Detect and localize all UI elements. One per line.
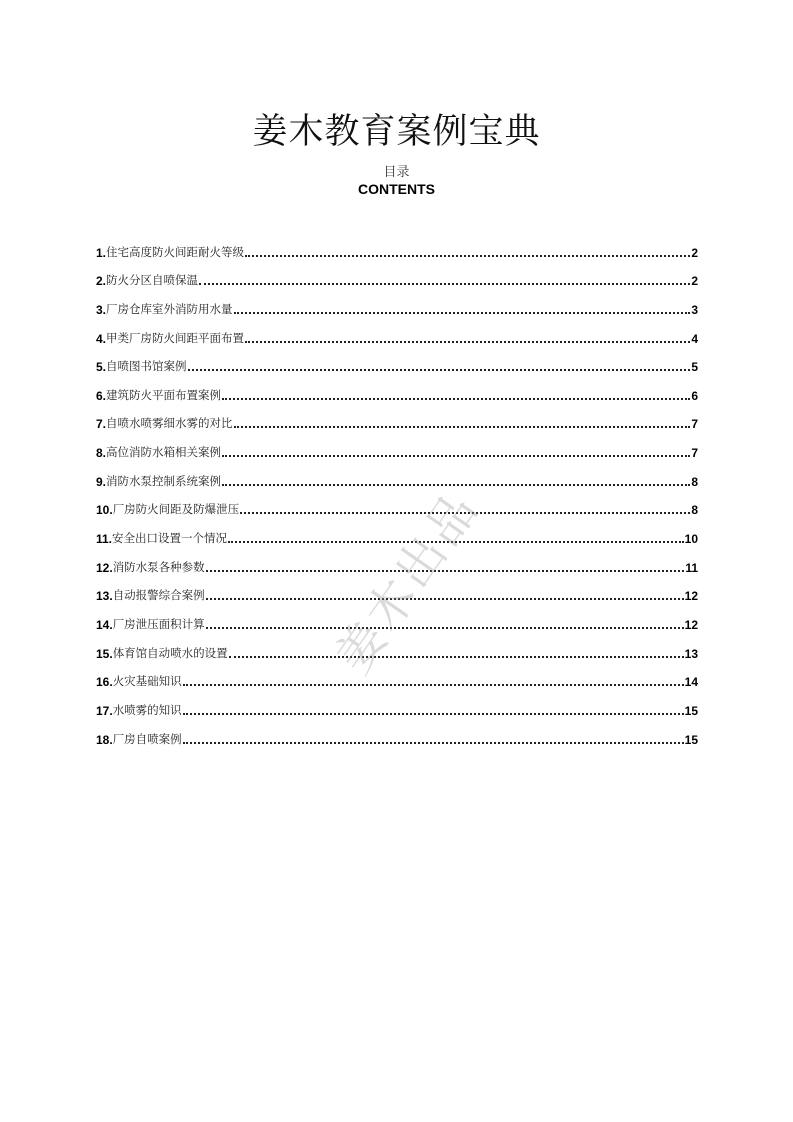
toc-entry-number: 5. [96, 360, 107, 375]
toc-entry[interactable] [96, 288, 698, 317]
toc-entry-label: 厂房防火间距及防爆泄压 [112, 502, 240, 517]
toc-entry[interactable] [96, 718, 698, 747]
toc-entry-label: 厂房泄压面积计算 [112, 616, 205, 631]
toc-entry-number: 2. [96, 274, 107, 289]
toc-entry-page: 14 [684, 675, 698, 690]
contents-heading: CONTENTS [358, 181, 435, 197]
dot-leader [188, 369, 691, 371]
toc-entry-number: 14. [96, 617, 113, 632]
toc-entry-label: 自喷图书馆案例 [106, 359, 187, 374]
dot-leader [222, 398, 690, 400]
toc-entry-label: 自喷水喷雾细水雾的对比 [106, 416, 233, 431]
toc-entry-number: 8. [96, 446, 107, 461]
toc-entry-number: 4. [96, 331, 107, 346]
document-title: 姜木教育案例宝典 [252, 112, 541, 152]
toc-entry[interactable] [96, 689, 698, 718]
toc-entry[interactable] [96, 603, 698, 632]
toc-entry-label: 火灾基础知识 [112, 674, 182, 689]
table-of-contents [96, 231, 698, 747]
dot-leader [183, 713, 684, 715]
toc-subtitle: 目录 [383, 165, 410, 180]
toc-entry[interactable] [96, 403, 698, 432]
toc-entry-label: 自动报警综合案例 [112, 588, 205, 603]
toc-entry[interactable] [96, 517, 698, 546]
toc-entry-page: 11 [685, 560, 698, 575]
toc-entry-number: 10. [96, 503, 113, 518]
toc-entry-label: 消防水泵各种参数 [112, 559, 205, 574]
toc-entry-page: 13 [684, 646, 698, 661]
dot-leader [183, 684, 684, 686]
toc-entry[interactable] [96, 231, 698, 260]
toc-entry-label: 高位消防水箱相关案例 [106, 445, 222, 460]
toc-entry-page: 6 [691, 388, 698, 403]
toc-entry-label: 安全出口设置一个情况 [112, 531, 228, 546]
dot-leader [234, 312, 691, 314]
toc-entry-page: 12 [684, 617, 698, 632]
toc-entry-number: 9. [96, 474, 107, 489]
toc-entry-page: 8 [691, 474, 698, 489]
toc-entry-number: 13. [96, 589, 113, 604]
toc-entry-page: 7 [691, 417, 698, 432]
toc-entry-page: 5 [691, 360, 698, 375]
toc-entry-page: 15 [684, 703, 698, 718]
dot-leader [234, 426, 691, 428]
toc-entry-page: 7 [691, 446, 698, 461]
watermark: 姜木出品 [325, 480, 491, 684]
toc-entry-page: 8 [691, 503, 698, 518]
toc-entry[interactable] [96, 317, 698, 346]
toc-entry-label: 消防水泵控制系统案例 [106, 473, 222, 488]
toc-entry-label: 甲类厂房防火间距平面布置 [106, 330, 245, 345]
toc-entry-label: 住宅高度防火间距耐火等级 [106, 244, 245, 259]
toc-entry[interactable] [96, 489, 698, 518]
toc-entry[interactable] [96, 460, 698, 489]
dot-leader [229, 656, 684, 658]
toc-entry-number: 11. [96, 532, 113, 547]
dot-leader [245, 341, 690, 343]
toc-entry-page: 10 [684, 532, 698, 547]
toc-entry[interactable] [96, 260, 698, 289]
dot-leader [228, 541, 684, 543]
toc-entry[interactable] [96, 431, 698, 460]
toc-entry[interactable] [96, 575, 698, 604]
dot-leader [206, 627, 684, 629]
toc-entry-number: 1. [96, 245, 107, 260]
dot-leader [245, 255, 690, 257]
toc-entry-page: 4 [691, 331, 698, 346]
dot-leader [199, 283, 690, 285]
toc-entry-label: 水喷雾的知识 [112, 702, 182, 717]
toc-entry-number: 15. [96, 646, 113, 661]
toc-entry-label: 体育馆自动喷水的设置 [112, 645, 228, 660]
toc-entry-page: 15 [684, 732, 698, 747]
toc-entry-number: 18. [96, 732, 113, 747]
toc-entry-number: 6. [96, 388, 107, 403]
dot-leader [206, 570, 685, 572]
toc-entry-label: 厂房自喷案例 [112, 731, 182, 746]
toc-entry-number: 12. [96, 560, 113, 575]
dot-leader [183, 742, 684, 744]
dot-leader [222, 484, 690, 486]
toc-entry-number: 16. [96, 675, 113, 690]
toc-entry-page: 12 [684, 589, 698, 604]
toc-entry[interactable] [96, 661, 698, 690]
dot-leader [240, 512, 690, 514]
toc-entry-page: 3 [691, 302, 698, 317]
toc-entry[interactable] [96, 546, 698, 575]
toc-entry-number: 17. [96, 703, 113, 718]
dot-leader [206, 598, 684, 600]
toc-entry[interactable] [96, 374, 698, 403]
toc-entry-page: 2 [691, 274, 698, 289]
toc-entry-label: 建筑防火平面布置案例 [106, 387, 222, 402]
toc-entry-number: 3. [96, 302, 107, 317]
toc-entry-page: 2 [691, 245, 698, 260]
toc-entry-label: 防火分区自喷保温 [106, 273, 199, 288]
dot-leader [222, 455, 690, 457]
toc-entry[interactable] [96, 632, 698, 661]
toc-entry[interactable] [96, 346, 698, 375]
toc-entry-number: 7. [96, 417, 107, 432]
toc-entry-label: 厂房仓库室外消防用水量 [106, 301, 233, 316]
